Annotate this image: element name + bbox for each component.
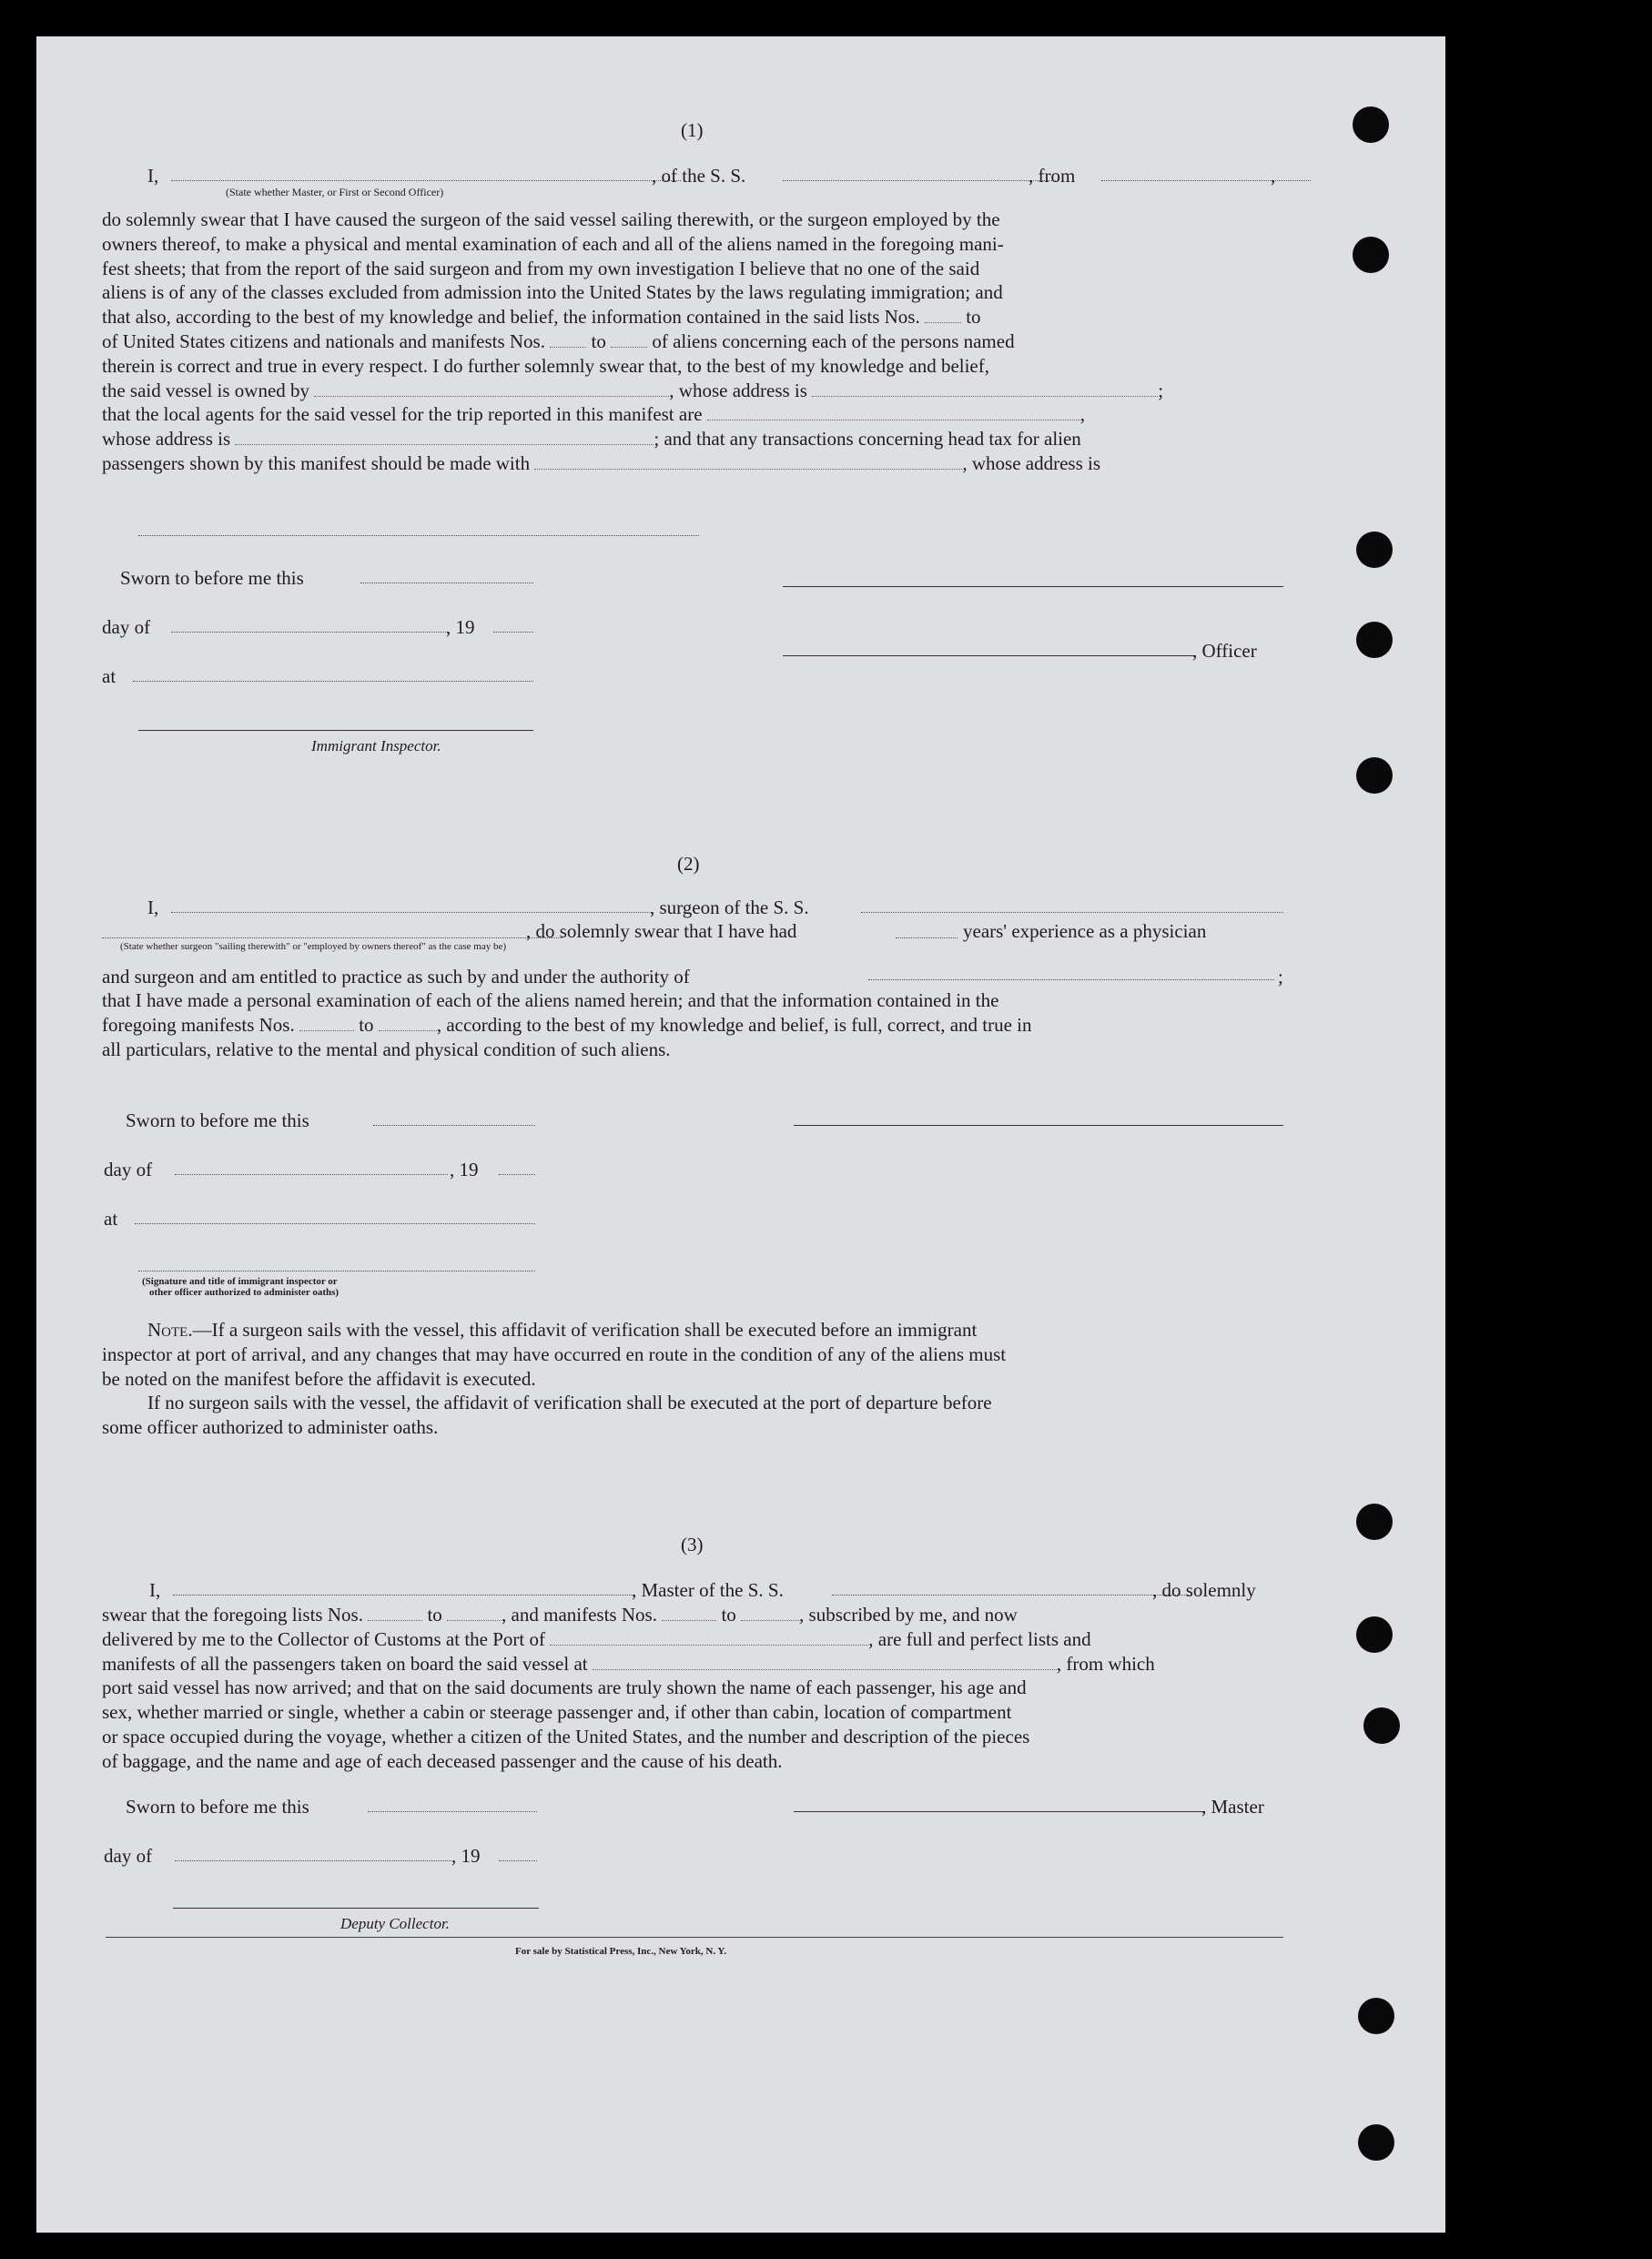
swear-label: , do solemnly swear that I have had [526,920,797,942]
punch-hole [1353,106,1389,143]
year-field-2[interactable] [499,1174,535,1175]
inspector-signature-line[interactable] [138,730,533,731]
punch-hole [1363,1707,1400,1744]
surgeon-label: , surgeon of the S. S. [650,897,809,918]
sworn-label-1: Sworn to before me this [120,567,304,589]
sworn-day-field-1[interactable] [360,582,533,583]
section-2-number: (2) [677,853,700,875]
punch-hole [1356,622,1393,658]
state-note: (State whether Master, or First or Second Officer) [226,186,444,198]
oath-paragraph-1: do solemnly swear that I have caused the surgeon of the said vessel sailing therewith, or the surgeon employed by the owners thereof, to make a physical and mental examination of each and all of the aliens named in the foregoing mani- fest sheets; that from the report of the said surgeon and from my own investigation I believe that no one of the said aliens is of any of the classes excluded from admission into the United States by the laws regulating immigration; and that also, according to the best of my knowledge and belief, the information contained in the said lists Nos. to of United States citizens and nationals and manifests Nos. to of aliens concerning each of the persons named therein is correct and true in every respect. I do further solemnly swear that, to the best of my knowledge and belief, the said vessel is owned by , whose address is ; that the local agents for the said vessel for the trip reported in this manifest are , whose address is ; and that any transactions concerning head tax for alien passengers shown by this manifest should be made with , whose address is [102,208,1164,474]
owner-field[interactable] [314,382,669,397]
day-of-label-2: day of [104,1159,153,1180]
master-label: , Master [1201,1796,1264,1818]
note-paragraph: Note.—If a surgeon sails with the vessel, this affidavit of verification shall be executed before an immigrant inspector at port of arrival, and any changes that may have occurred en route in the condition of any of the aliens must be noted on the manifest before the affidavit is executed. If no surgeon sails with the vessel, the affidavit of verification shall be executed at the port of departure before some officer authorized to administer oaths. [102,1319,1007,1439]
officer-label: , Officer [1192,640,1257,662]
day-of-label-3: day of [104,1845,153,1867]
surgeon-manifests-from-field[interactable] [299,1017,354,1031]
master-lists-to-field[interactable] [447,1606,502,1621]
section-2-i: I, [147,897,159,918]
inspector-label: Immigrant Inspector. [311,737,441,755]
surgeon-name-field[interactable] [171,912,652,913]
years-field[interactable] [896,937,958,938]
master-manifests-from-field[interactable] [662,1606,716,1621]
sworn-label-2: Sworn to before me this [126,1109,309,1131]
head-tax-contact-field[interactable] [534,455,962,470]
head-tax-address-field[interactable] [138,535,699,536]
deputy-signature-line[interactable] [173,1908,539,1909]
year-label-1: , 19 [446,616,475,638]
month-field-2[interactable] [175,1174,448,1175]
sworn-day-field-2[interactable] [373,1125,535,1126]
authority-field[interactable] [868,979,1274,980]
signature-note-2: other officer authorized to administer oaths) [149,1287,340,1298]
section-1-i: I, [147,165,159,187]
month-field-3[interactable] [175,1860,451,1861]
from-port-field[interactable] [1101,180,1311,181]
local-agents-field[interactable] [707,406,1080,420]
punch-hole [1356,757,1393,794]
authority-line: and surgeon and am entitled to practice as such by and under the authority of [102,966,690,988]
punch-hole [1358,1998,1394,2034]
sworn-label-3: Sworn to before me this [126,1796,309,1818]
year-field-3[interactable] [499,1860,537,1861]
officer-signature-line-top[interactable] [783,586,1283,587]
officer-signature-line[interactable] [783,655,1196,656]
master-lists-from-field[interactable] [368,1606,422,1621]
surgeon-manifests-to-field[interactable] [379,1017,437,1031]
master-of-label: , Master of the S. S. [632,1579,784,1601]
punch-hole [1358,2124,1394,2161]
place-field-2[interactable] [135,1223,535,1224]
year-label-3: , 19 [451,1845,481,1867]
surgeon-paragraph: that I have made a personal examination of each of the aliens named herein; and that the information contained in the foregoing manifests Nos. to , according to the best of my knowledge and belief, is full, correct, and true in all particulars, relative to the mental and physical condition of such aliens. [102,989,1032,1060]
surgeon-signature-line[interactable] [794,1125,1283,1126]
solemnly-label: , do solemnly [1152,1579,1256,1601]
punch-hole [1356,1504,1393,1540]
surgeon-vessel-field[interactable] [861,912,1283,913]
agents-address-field[interactable] [235,431,654,445]
section-3-i: I, [149,1579,161,1601]
manifests-to-field[interactable] [611,333,647,348]
section-1-number: (1) [681,119,704,141]
manifests-from-field[interactable] [550,333,586,348]
master-signature-line[interactable] [794,1811,1205,1812]
surgeon-status-field[interactable] [102,937,562,938]
signature-note-1: (Signature and title of immigrant inspector or [142,1276,338,1287]
master-manifests-to-field[interactable] [741,1606,799,1621]
lists-from-field[interactable] [925,309,961,323]
vessel-name-field[interactable] [783,180,1056,181]
embarkation-port-field[interactable] [593,1656,1057,1670]
officer-title-field[interactable] [171,180,681,181]
year-field-1[interactable] [493,632,533,633]
from-label: , from [1029,165,1076,187]
day-of-label-1: day of [102,616,151,638]
deputy-label: Deputy Collector. [340,1915,450,1932]
punch-hole [1353,237,1389,273]
at-label-1: at [102,665,117,687]
month-field-1[interactable] [171,632,448,633]
owner-address-field[interactable] [812,382,1158,397]
form-page: (1) I, , of the S. S. , from , (State whether Master, or First or Second Officer) do solemnly swear that I have caused the surgeon of the said vessel sailing therewith, or the surgeon employed by the owners thereof, to make a physical and mental examination of each and all of the aliens named in the foregoing mani- fest sheets; that from the report of the said surgeon and from my own investigation I believe that no one of the said aliens is of any of the classes excluded from admission into the United States by the laws regulating immigration; and that also, according to the best of my knowledge and belief, the information contained in the said lists Nos. to of United States citizens and nationals and manifests Nos. to of aliens concerning each of the persons named therein is correct and true in every respect. I do further solemnly swear that, to the best of my knowledge and belief, the said vessel is owned by , whose address is ; that the local agents for the said vessel for the trip reported in this manifest are , whose address is ; and that any transactions concerning head tax for alien passengers shown by this manifest should be made with , whose address is Sworn to before me this day of , 19 at Immigrant Inspector. , Officer (2) I, , surgeon of the S. S. , do solemnly swear that I have had years' experience as a physician (State whether surgeon "sailing therewith" or "employed by owners thereof" as the case may be) and surgeon and am entitled to practice as such by and under the authority of ; that I have made a personal examination of each of the aliens named herein; and that the information contained in the foregoing manifests Nos. to , according to the best of my knowledge and belief, is full, correct, and true in all particulars, relative to the mental and physical condition of such aliens. Sworn to before me this day of , 19 at (Signature and title of immigrant inspector or other officer authorized to administer oaths) Note.—If a surgeon sails with the vessel, this affidavit of verification shall be executed before an immigrant inspector at port of arrival, and any changes that may have occurred en route in the condition of any of the aliens must be noted on the manifest before the affidavit is executed. If no surgeon sails with the vessel, the affidavit of verification shall be executed at the port of departure before some officer authorized to administer oaths. (3) I, , Master of the S. S. , do solemnly swear that the foregoing lists Nos. to , and manifests Nos. to , subscribed by me, and now delivered by me to the Collector of Customs at the Port of , are full and perfect lists and manifests of all the passengers taken on board the said vessel at , from which port said vessel has now arrived; and that on the said documents are truly shown the name of each passenger, his age and sex, whether married or single, whether a cabin or steerage passenger and, if other than cabin, location of compartment or space occupied during the voyage, whether a citizen of the United States, and the number and description of the pieces of baggage, and the name and age of each deceased passenger and the cause of his death. Sworn to before me this , Master day of , 19 Deputy Collector. For sale by Statistical Press, Inc., New York, N. Y. [36,36,1445,2233]
note-label: Note. [147,1319,193,1341]
sworn-day-field-3[interactable] [368,1811,537,1812]
years-label: years' experience as a physician [963,920,1207,942]
master-paragraph: swear that the foregoing lists Nos. to , and manifests Nos. to , subscribed by me, and now delivered by me to the Collector of Customs at the Port of , are full and perfect lists and manifests of all the passengers taken on board the said vessel at , from which port said vessel has now arrived; and that on the said documents are truly shown the name of each passenger, his age and sex, whether married or single, whether a cabin or steerage passenger and, if other than cabin, location of compartment or space occupied during the voyage, whether a citizen of the United States, and the number and description of the pieces of baggage, and the name and age of each deceased passenger and the cause of his death. [102,1604,1155,1772]
section-3-number: (3) [681,1534,704,1555]
surgeon-state-note: (State whether surgeon "sailing therewith" or "employed by owners thereof" as the case may be) [120,941,507,952]
port-field[interactable] [550,1631,868,1646]
of-ss-label: , of the S. S. [652,165,746,187]
punch-hole [1356,1616,1393,1653]
place-field-1[interactable] [133,681,533,682]
punch-hole [1356,532,1393,568]
printer-imprint: For sale by Statistical Press, Inc., New York, N. Y. [515,1946,727,1957]
at-label-2: at [104,1208,118,1230]
footer-rule [106,1937,1283,1938]
year-label-2: , 19 [450,1159,479,1180]
